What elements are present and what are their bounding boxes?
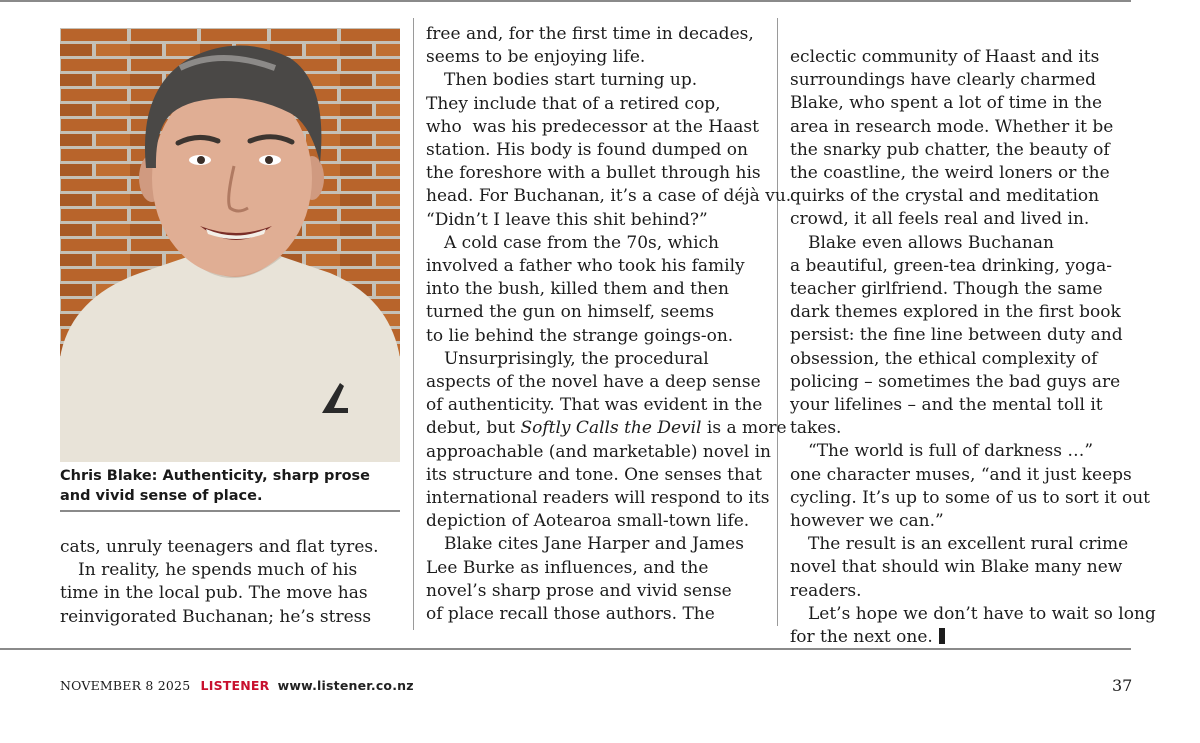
text-line: They include that of a retired cop, [426,93,721,114]
text-line: the snarky pub chatter, the beauty of [790,139,1110,160]
book-title: Softly Calls the Devil [520,418,702,439]
text-line: area in research mode. Whether it be [790,116,1114,137]
text-line: Lee Burke as influences, and the [426,557,709,578]
text-line: A cold case from the 70s, which [444,232,719,253]
text-line: for the next one. [790,626,1135,649]
text-line: crowd, it all feels real and lived in. [790,209,1090,230]
photo-caption: Chris Blake: Authenticity, sharp prose and vivid sense of place. [60,468,371,504]
text-line: teacher girlfriend. Though the same [790,279,1103,300]
text-line: time in the local pub. The move has [60,583,368,604]
magazine-name: LISTENER [200,678,270,693]
text-line: Let’s hope we don’t have to wait so long [808,603,1156,624]
caption-rule [60,510,400,512]
text-line: the coastline, the weird loners or the [790,163,1110,184]
text-line: readers. [790,580,862,601]
text-line: depiction of Aotearoa small-town life. [426,511,750,532]
column-rule [777,18,778,626]
text-line: to lie behind the strange goings-on. [426,325,734,346]
text-line: novel’s sharp prose and vivid sense [426,580,732,601]
text-line: cats, unruly teenagers and flat tyres. [60,537,379,557]
column-2-text [426,23,792,626]
text-line: aspects of the novel have a deep sense [426,372,761,393]
author-photo [60,28,400,462]
text-line: persist: the fine line between duty and [790,325,1123,346]
end-mark-icon [939,628,945,644]
text-line: free and, for the first time in decades, [426,24,754,44]
text-line: Blake even allows Buchanan [808,232,1054,253]
text-line: debut, but Softly Calls the Devil is a more [426,418,787,439]
page-footer [60,678,414,693]
text-line: quirks of the crystal and meditation [790,186,1100,207]
issue-date: NOVEMBER 8 2025 [60,678,191,693]
text-line: reinvigorated Buchanan; he’s stress [60,606,372,627]
text-line: station. His body is found dumped on [426,140,748,161]
text-line: your lifelines – and the mental toll it [790,395,1103,416]
page-number: 37 [1112,676,1133,695]
text-line: the foreshore with a bullet through his [426,163,761,184]
text-line: Then bodies start turning up. [444,70,698,91]
text-line: international readers will respond to its [426,488,770,509]
text-line: who was his predecessor at the Haast [426,116,759,137]
text-line: seems to be enjoying life. [426,47,646,68]
text-line: “The world is full of darkness …” [808,441,1094,462]
text-line: however we can.” [790,511,944,532]
text-line: involved a father who took his family [426,256,745,277]
text-line: dark themes explored in the first book [790,302,1121,323]
text-line: takes. [790,418,842,439]
text-line: The result is an excellent rural crime [808,534,1129,555]
text-line: approachable (and marketable) novel in [426,441,771,462]
text-line: head. For Buchanan, it’s a case of déjà vu. [426,186,792,207]
text-line: a beautiful, green-tea drinking, yoga- [790,255,1112,276]
text-line: “Didn’t I leave this shit behind?” [426,209,708,230]
website-url: www.listener.co.nz [277,678,414,693]
text-line: In reality, he spends much of his [78,560,358,581]
column-3-text [790,46,1156,649]
column-1-text [60,536,405,629]
text-line: one character muses, “and it just keeps [790,464,1132,485]
text-line: Blake, who spent a lot of time in the [790,93,1103,114]
text-line: its structure and tone. One senses that [426,464,762,485]
text-line: Blake cites Jane Harper and James [444,534,744,555]
text-line: into the bush, killed them and then [426,279,729,300]
text-line: Unsurprisingly, the procedural [444,348,709,369]
text-line: turned the gun on himself, seems [426,302,715,323]
text-line: of authenticity. That was evident in the [426,395,763,416]
bottom-rule [0,648,1131,650]
text-line: novel that should win Blake many new [790,557,1123,578]
author-photo-illustration [60,28,400,462]
text-line: policing – sometimes the bad guys are [790,371,1121,392]
top-rule [0,0,1131,2]
text-line: surroundings have clearly charmed [790,70,1097,91]
text-line: obsession, the ethical complexity of [790,348,1098,369]
text-line: of place recall those authors. The [426,604,715,625]
column-rule [413,18,414,630]
text-line: cycling. It’s up to some of us to sort it out [790,487,1150,508]
text-line: eclectic community of Haast and its [790,47,1100,67]
